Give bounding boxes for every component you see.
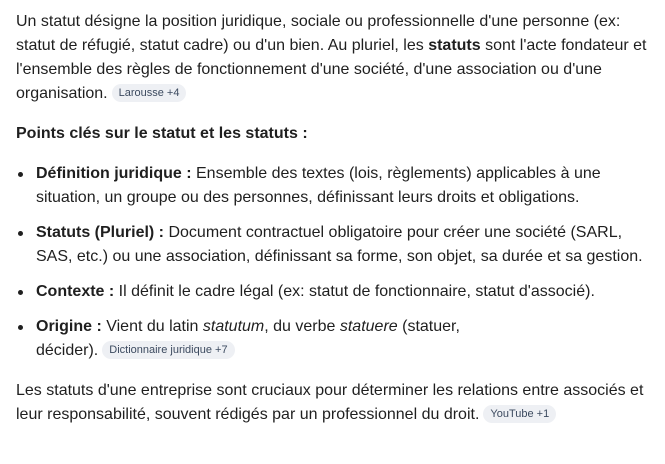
point-text: Il définit le cadre légal (ex: statut de fonctionnaire, statut d'associé).: [114, 283, 595, 300]
list-item: [16, 221, 651, 269]
conclusion-paragraph: [16, 379, 651, 427]
list-item: [16, 162, 651, 210]
list-item: [16, 280, 651, 304]
bullet-icon: [18, 231, 23, 236]
point-label: Statuts (Pluriel) :: [36, 224, 165, 241]
source-chip-larousse[interactable]: Larousse +4: [112, 84, 187, 102]
source-chip-dictionnaire[interactable]: Dictionnaire juridique +7: [102, 341, 234, 359]
point-text: Ensemble des textes (lois, règlements) applicables à une situation, un groupe ou des personnes, définissant leurs droits et obligations.: [36, 165, 601, 206]
intro-bold-term: statuts: [428, 37, 481, 54]
intro-text-after: sont l'acte fondateur et l'ensemble des règles de fonctionnement d'une société, d'une association ou d'une organisation.: [16, 37, 647, 102]
bullet-icon: [18, 290, 23, 295]
bullet-icon: [18, 325, 23, 330]
source-chip-youtube[interactable]: YouTube +1: [483, 405, 556, 423]
intro-text-before: Un statut désigne la position juridique, sociale ou professionnelle d'une personne (ex: statut de réfugié, statut cadre) ou d'un bien. Au pluriel, les: [16, 13, 621, 54]
point-text: Document contractuel obligatoire pour créer une société (SARL, SAS, etc.) ou une association, définissant sa forme, son objet, sa durée et sa gestion.: [36, 224, 643, 265]
point-italic-term: statuere: [339, 318, 398, 335]
point-text: (statuer,: [397, 318, 460, 335]
point-text: Vient du latin: [101, 318, 203, 335]
point-text: décider).: [36, 342, 99, 359]
point-text: , du verbe: [264, 318, 340, 335]
key-points-list: [16, 162, 651, 363]
intro-paragraph: [16, 10, 651, 106]
list-item: [16, 315, 651, 363]
bullet-icon: [18, 172, 23, 177]
point-italic-term: statutum: [202, 318, 265, 335]
point-label: Origine :: [36, 318, 102, 335]
point-label: Contexte :: [36, 283, 115, 300]
key-points-heading: Points clés sur le statut et les statuts :: [16, 125, 308, 142]
point-label: Définition juridique :: [36, 165, 192, 182]
conclusion-text: Les statuts d'une entreprise sont cruciaux pour déterminer les relations entre associés et leur responsabilité, souvent rédigés par un professionnel du droit.: [16, 382, 644, 423]
